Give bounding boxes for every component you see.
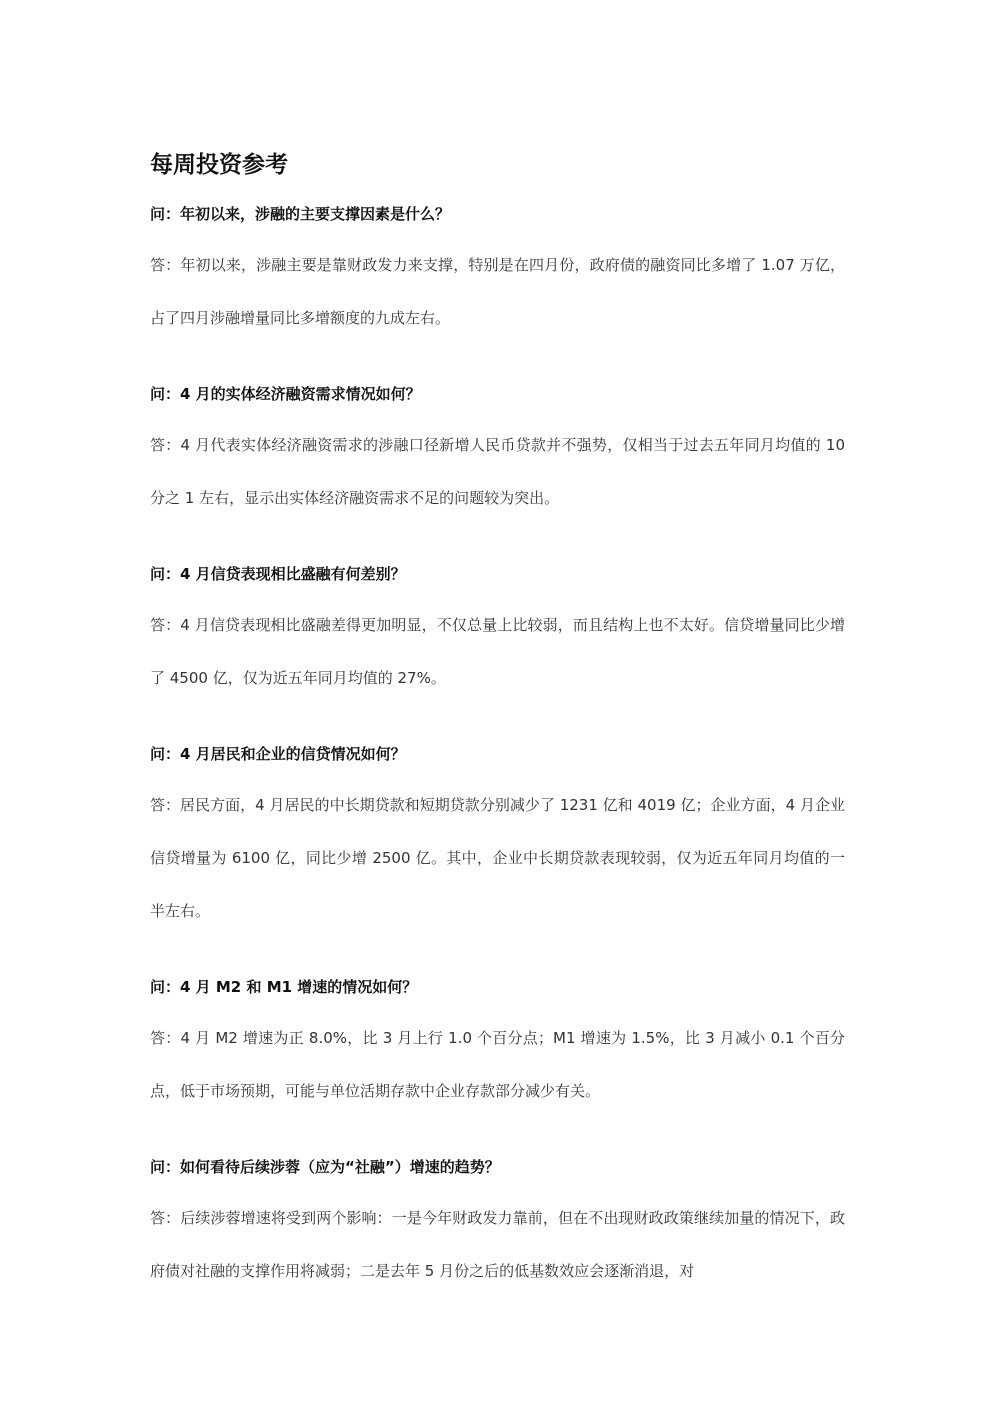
qa-item — [150, 1155, 845, 1298]
qa-item — [150, 562, 845, 705]
question-text: 问：如何看待后续涉蓉（应为“社融”）增速的趋势？ — [150, 1158, 500, 1176]
qa-item — [150, 975, 845, 1118]
answer-text: 答：4 月信贷表现相比盛融差得更加明显，不仅总量上比较弱，而且结构上也不太好。信贷增量同比少增了 4500 亿，仅为近五年同月均值的 27%。 — [150, 616, 845, 687]
qa-item — [150, 382, 845, 525]
qa-item — [150, 202, 845, 345]
question-text: 问：4 月居民和企业的信贷情况如何？ — [150, 745, 406, 763]
question-text: 问：4 月 M2 和 M1 增速的情况如何？ — [150, 978, 418, 996]
answer-text: 答：居民方面，4 月居民的中长期贷款和短期贷款分别减少了 1231 亿和 4019 亿；企业方面，4 月企业信贷增量为 6100 亿，同比少增 2500 亿。其中，企业中长期贷款表现较弱，仅为近五年同月均值的一半左右。 — [150, 796, 845, 920]
qa-item — [150, 742, 845, 938]
question-text: 问：年初以来，涉融的主要支撑因素是什么？ — [150, 205, 451, 223]
document-page — [150, 148, 845, 1298]
document-title: 每周投资参考 — [150, 152, 288, 178]
question-text: 问：4 月的实体经济融资需求情况如何？ — [150, 385, 421, 403]
answer-text: 答：后续涉蓉增速将受到两个影响：一是今年财政发力靠前，但在不出现财政政策继续加量的情况下，政府债对社融的支撑作用将减弱；二是去年 5 月份之后的低基数效应会逐渐消退，对 — [150, 1209, 845, 1280]
answer-text: 答：4 月 M2 增速为正 8.0%，比 3 月上行 1.0 个百分点；M1 增速为 1.5%，比 3 月减小 0.1 个百分点，低于市场预期，可能与单位活期存款中企业存款部分减少有关。 — [150, 1029, 845, 1100]
answer-text: 答：4 月代表实体经济融资需求的涉融口径新增人民币贷款并不强势，仅相当于过去五年同月均值的 10 分之 1 左右，显示出实体经济融资需求不足的问题较为突出。 — [150, 436, 845, 507]
answer-text: 答：年初以来，涉融主要是靠财政发力来支撑，特别是在四月份，政府债的融资同比多增了 1.07 万亿，占了四月涉融增量同比多增额度的九成左右。 — [150, 256, 845, 327]
question-text: 问：4 月信贷表现相比盛融有何差别？ — [150, 565, 406, 583]
